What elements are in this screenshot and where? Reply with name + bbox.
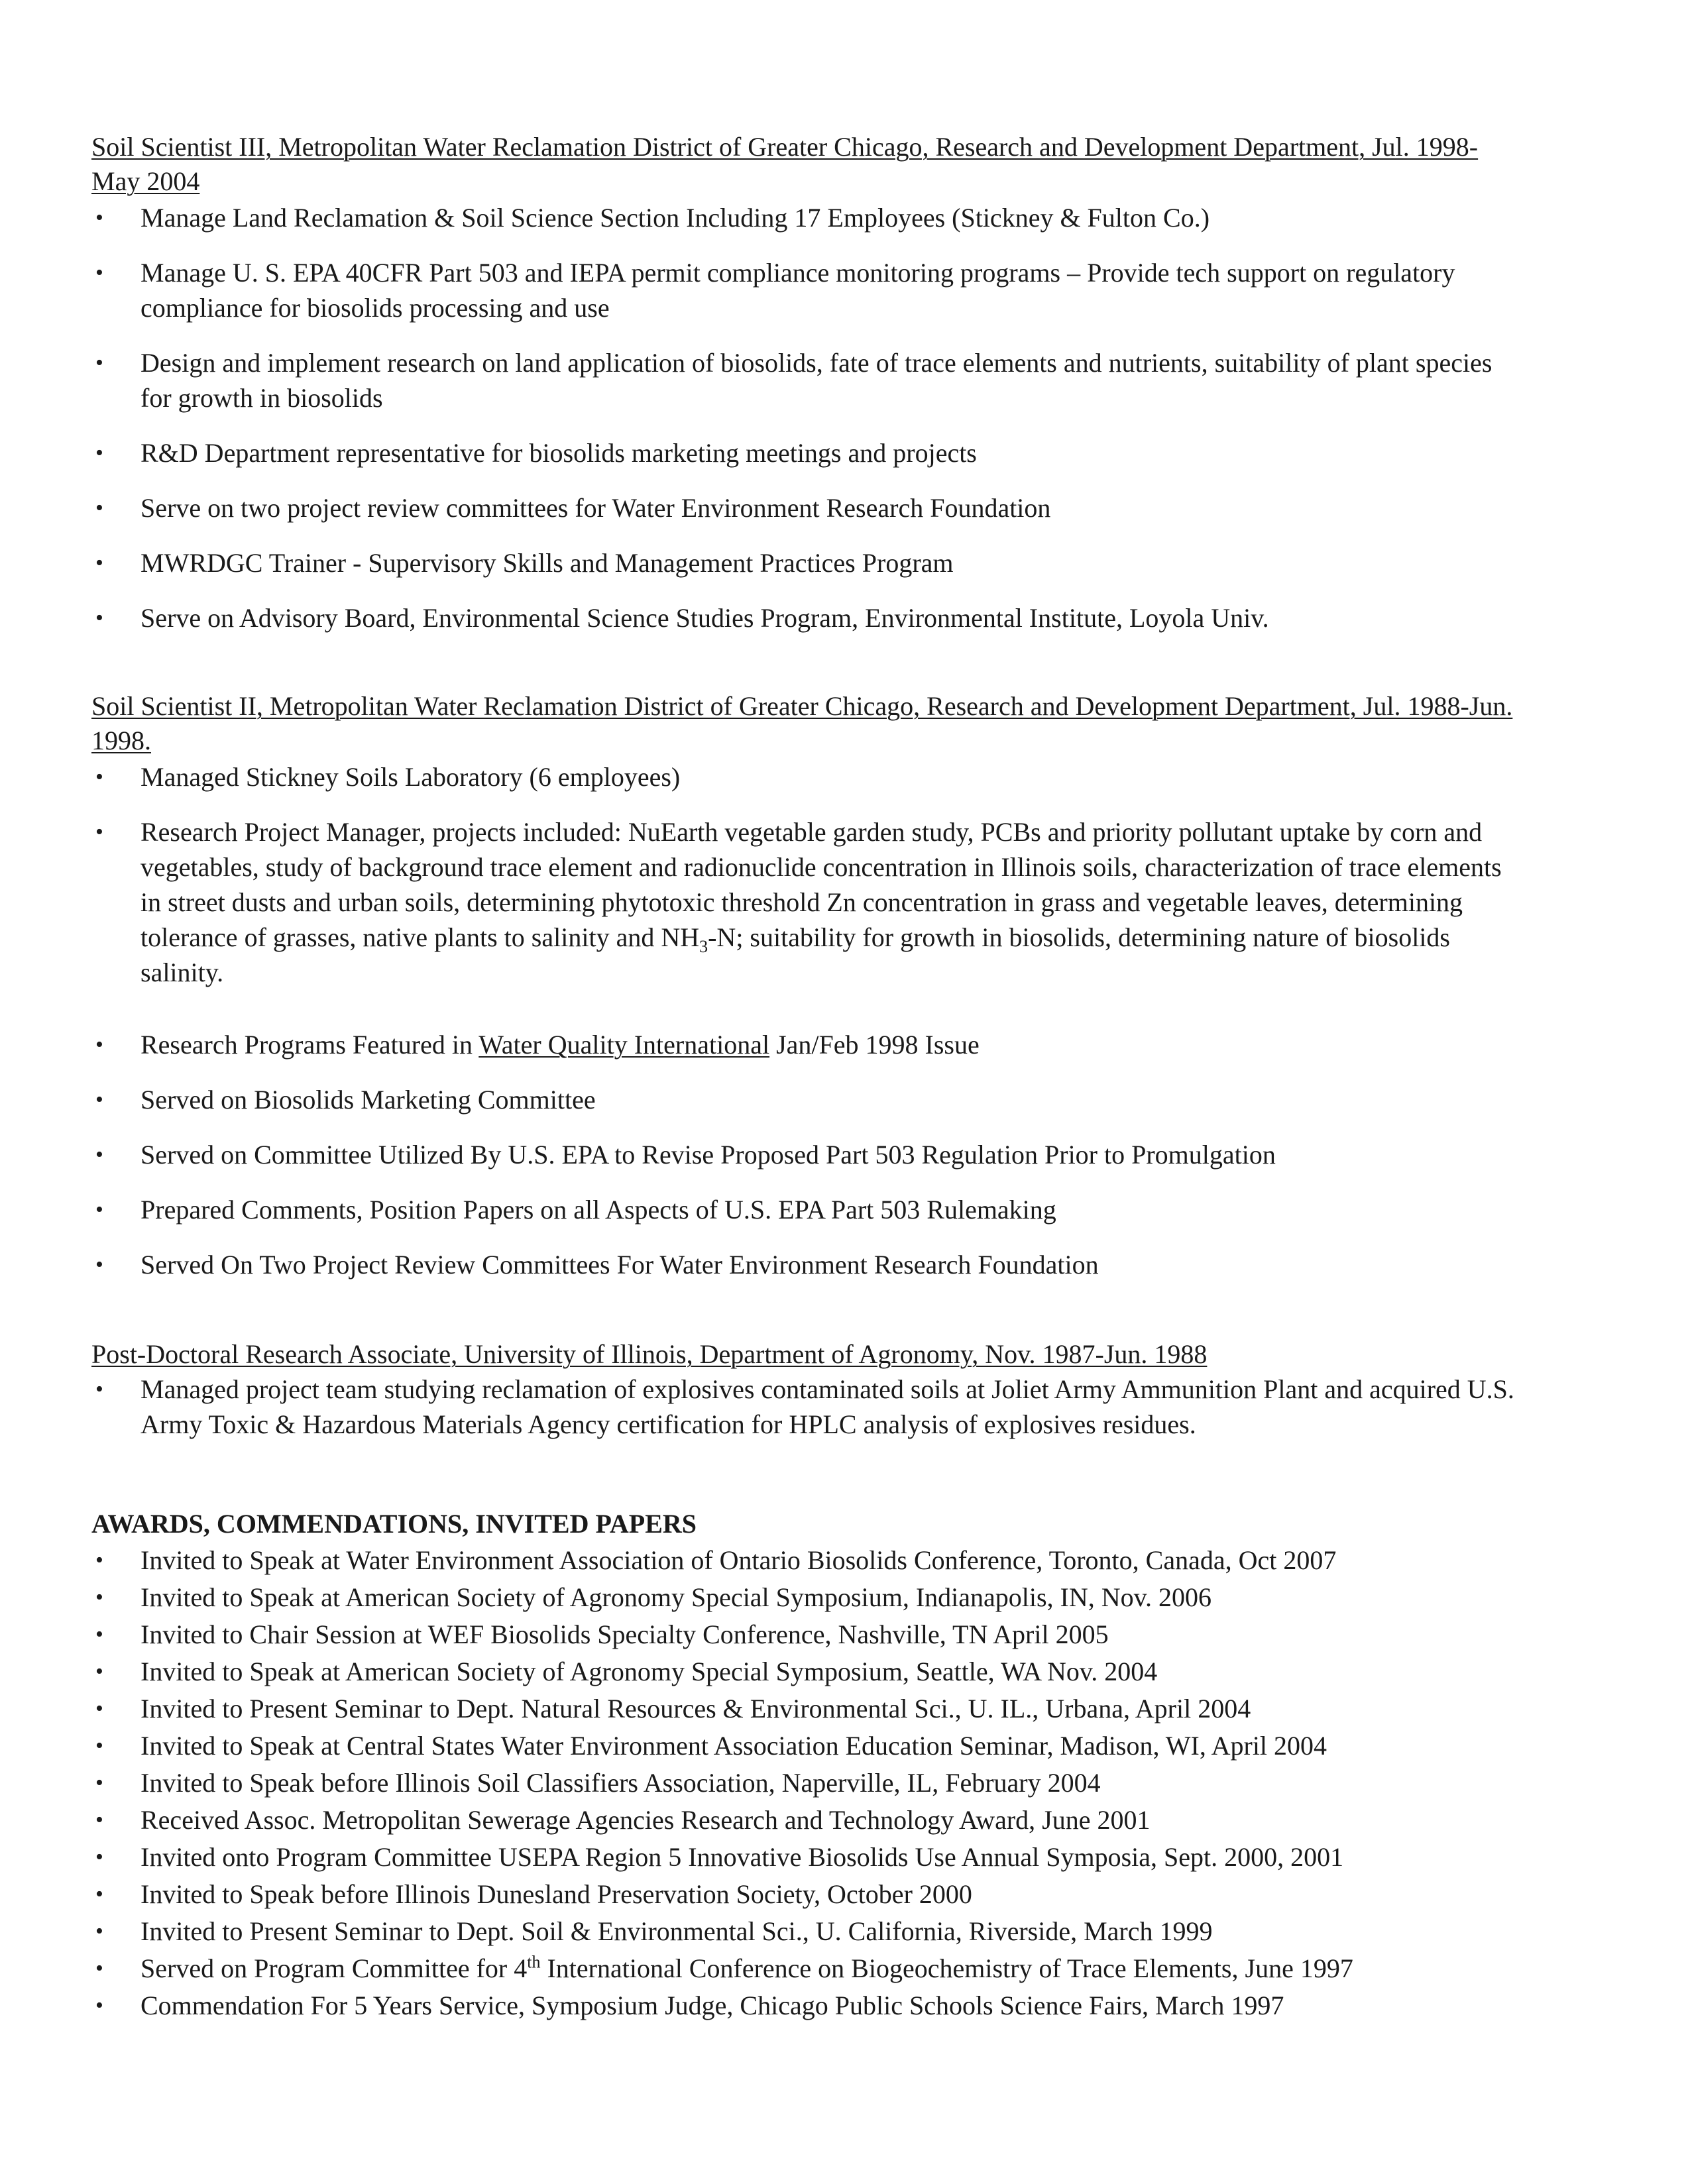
bullet-icon: •	[95, 496, 103, 520]
list-item: • Research Project Manager, projects included: NuEarth vegetable garden study, PCBs and priority pollutant uptake by corn and vegetables, study of background trace element and radionuclide concentration in Illinois soils, characterization of trace elements in street dusts and urban soils, determining phytotoxic threshold Zn concentration in grass and vegetable leaves, determining tolerance of grasses, native plants to salinity and $NH_3-N$; suitability for growth in biosolids, determining nature of biosolids salinity.	[91, 814, 1523, 990]
list-item: • Managed project team studying reclamation of explosives contaminated soils at Joliet Army Ammunition Plant and acquired U.S. Army Toxic & Hazardous Materials Agency certification for HPLC analysis of explosives residues.	[91, 1372, 1523, 1442]
bullet-icon: •	[95, 1659, 103, 1684]
bullet-icon: •	[95, 1142, 103, 1167]
bullet-icon: •	[95, 820, 103, 844]
bullet-icon: •	[95, 1622, 103, 1647]
duties-list	[91, 1372, 1523, 1442]
section-heading: Soil Scientist III, Metropolitan Water Reclamation District of Greater Chicago, Research and Development Department, Jul. 1998-May 2004	[91, 132, 1479, 196]
bullet-icon: •	[95, 1032, 103, 1057]
list-item: • Manage U. S. EPA 40CFR Part 503 and IEPA permit compliance monitoring programs – Provide tech support on regulatory compliance for biosolids processing and use	[91, 255, 1523, 325]
section-soil-scientist-iii	[91, 130, 1523, 655]
bullet-icon: •	[95, 441, 103, 465]
bullet-icon: •	[95, 765, 103, 789]
list-item: • Served on Biosolids Marketing Committee	[91, 1082, 1523, 1117]
bullet-icon: •	[95, 205, 103, 230]
bullet-icon: •	[95, 606, 103, 630]
bullet-icon: •	[95, 1087, 103, 1112]
list-item: • Invited to Speak at American Society of Agronomy Special Symposium, Seattle, WA Nov. 2004	[91, 1654, 1523, 1689]
bullet-icon: •	[95, 1197, 103, 1222]
list-item: • Serve on two project review committees for Water Environment Research Foundation	[91, 490, 1523, 525]
list-item: • Invited to Present Seminar to Dept. Natural Resources & Environmental Sci., U. IL., Urbana, April 2004	[91, 1691, 1523, 1726]
section-soil-scientist-ii	[91, 689, 1523, 1302]
list-item: • Served on Program Committee for 4th International Conference on Biogeochemistry of Trace Elements, June 1997	[91, 1951, 1523, 1986]
section-awards	[91, 1507, 1523, 2025]
list-item: • Invited to Speak before Illinois Dunesland Preservation Society, October 2000	[91, 1877, 1523, 1912]
section-heading: Soil Scientist II, Metropolitan Water Reclamation District of Greater Chicago, Research and Development Department, Jul. 1988-Jun. 1998.	[91, 691, 1513, 755]
bullet-icon: •	[95, 1845, 103, 1869]
section-post-doctoral	[91, 1337, 1523, 1442]
bullet-icon: •	[95, 1252, 103, 1277]
awards-heading: AWARDS, COMMENDATIONS, INVITED PAPERS	[91, 1509, 697, 1539]
list-item: • Design and implement research on land application of biosolids, fate of trace elements and nutrients, suitability of plant species for growth in biosolids	[91, 345, 1523, 415]
list-item: • Research Programs Featured in Water Quality International Jan/Feb 1998 Issue	[91, 1027, 1523, 1062]
list-item: • Invited to Chair Session at WEF Biosolids Specialty Conference, Nashville, TN April 2005	[91, 1617, 1523, 1652]
bullet-icon: •	[95, 1771, 103, 1795]
bullet-icon: •	[95, 260, 103, 285]
duties-list	[91, 200, 1523, 635]
list-item: • Commendation For 5 Years Service, Symposium Judge, Chicago Public Schools Science Fairs, March 1997	[91, 1988, 1523, 2023]
list-item: • Served On Two Project Review Committees For Water Environment Research Foundation	[91, 1247, 1523, 1282]
list-item: • R&D Department representative for biosolids marketing meetings and projects	[91, 435, 1523, 470]
list-item: • Invited to Speak at American Society of Agronomy Special Symposium, Indianapolis, IN, Nov. 2006	[91, 1580, 1523, 1615]
bullet-icon: •	[95, 551, 103, 575]
awards-list	[91, 1543, 1523, 2023]
list-item: • Manage Land Reclamation & Soil Science Section Including 17 Employees (Stickney & Fulton Co.)	[91, 200, 1523, 235]
list-item: • Served on Committee Utilized By U.S. EPA to Revise Proposed Part 503 Regulation Prior to Promulgation	[91, 1137, 1523, 1172]
publication-title: Water Quality International	[478, 1030, 770, 1060]
list-item: • Invited onto Program Committee USEPA Region 5 Innovative Biosolids Use Annual Symposia, Sept. 2000, 2001	[91, 1839, 1523, 1875]
bullet-icon: •	[95, 1585, 103, 1610]
list-item: • Serve on Advisory Board, Environmental Science Studies Program, Environmental Institute, Loyola Univ.	[91, 600, 1523, 635]
list-item: • Prepared Comments, Position Papers on all Aspects of U.S. EPA Part 503 Rulemaking	[91, 1192, 1523, 1227]
bullet-icon: •	[95, 1696, 103, 1721]
duties-list	[91, 759, 1523, 1282]
bullet-icon: •	[95, 1919, 103, 1943]
list-item: • Invited to Speak at Central States Water Environment Association Education Seminar, Madison, WI, April 2004	[91, 1728, 1523, 1763]
bullet-icon: •	[95, 351, 103, 375]
bullet-icon: •	[95, 1882, 103, 1906]
list-item: • Managed Stickney Soils Laboratory (6 employees)	[91, 759, 1523, 794]
bullet-icon: •	[95, 1733, 103, 1758]
bullet-icon: •	[95, 1993, 103, 2018]
list-item: • Invited to Speak before Illinois Soil Classifiers Association, Naperville, IL, February 2004	[91, 1765, 1523, 1800]
bullet-icon: •	[95, 1548, 103, 1572]
list-item: • MWRDGC Trainer - Supervisory Skills and Management Practices Program	[91, 545, 1523, 580]
section-heading: Post-Doctoral Research Associate, University of Illinois, Department of Agronomy, Nov. 1987-Jun. 1988	[91, 1339, 1208, 1369]
bullet-icon: •	[95, 1808, 103, 1832]
list-item: • Invited to Speak at Water Environment Association of Ontario Biosolids Conference, Toronto, Canada, Oct 2007	[91, 1543, 1523, 1578]
list-item: • Received Assoc. Metropolitan Sewerage Agencies Research and Technology Award, June 2001	[91, 1802, 1523, 1837]
bullet-icon: •	[95, 1377, 103, 1401]
list-item: • Invited to Present Seminar to Dept. Soil & Environmental Sci., U. California, Riverside, March 1999	[91, 1914, 1523, 1949]
bullet-icon: •	[95, 1956, 103, 1981]
